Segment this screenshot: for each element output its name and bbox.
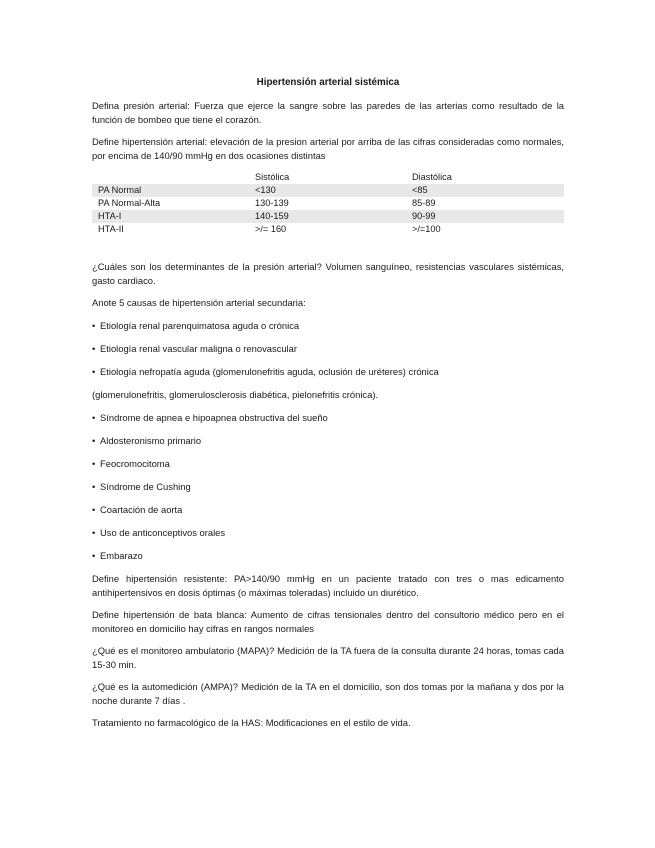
list-item: [92, 503, 564, 517]
table-cell: 140-159: [249, 210, 406, 223]
table-cell: 130-139: [249, 197, 406, 210]
list-item: [92, 342, 564, 356]
table-header-cell: Diastólica: [406, 171, 564, 184]
table-cell: 90-99: [406, 210, 564, 223]
list-note: (glomerulonefritis, glomerulosclerosis diabética, pielonefritis crónica).: [92, 389, 379, 400]
bullet-icon: •: [92, 458, 96, 469]
table-cell: HTA-II: [92, 223, 249, 236]
table-header-cell: [92, 171, 249, 184]
bullet-icon: •: [92, 481, 96, 492]
table-cell: >/=100: [406, 223, 564, 236]
list-item-text: Feocromocitoma: [100, 458, 170, 469]
list-item: [92, 434, 564, 448]
table-cell: <130: [249, 184, 406, 197]
document-title: Hipertensión arterial sistémica: [256, 77, 400, 88]
determinantes-paragraph: ¿Cuáles son los determinantes de la presión arterial? Volumen sanguíneo, resistencias vasculares sistémicas, gasto cardiaco.: [92, 261, 564, 286]
bullet-icon: •: [92, 550, 96, 561]
definition-presion: Defina presión arterial: Fuerza que ejerce la sangre sobre las paredes de las arterias como resultado de la función de bombeo que tiene el corazón.: [92, 100, 564, 125]
bullet-icon: •: [92, 343, 96, 354]
list-item: [92, 365, 564, 379]
bullet-icon: •: [92, 320, 96, 331]
causas-intro: Anote 5 causas de hipertensión arterial secundaria:: [92, 297, 306, 308]
table-header-cell: Sistólica: [249, 171, 406, 184]
table-cell: <85: [406, 184, 564, 197]
list-item-text: Etiología nefropatía aguda (glomerulonefritis aguda, oclusión de uréteres) crónica: [100, 366, 439, 377]
list-item: [92, 411, 564, 425]
bullet-icon: •: [92, 504, 96, 515]
table-row: [92, 223, 564, 236]
table-row: [92, 184, 564, 197]
list-item-text: Coartación de aorta: [100, 504, 183, 515]
table-cell: >/= 160: [249, 223, 406, 236]
bullet-icon: •: [92, 527, 96, 538]
list-item: [92, 549, 564, 563]
table-header-row: [92, 171, 564, 184]
table-cell: 85-89: [406, 197, 564, 210]
list-item: [92, 319, 564, 333]
table-row: [92, 210, 564, 223]
list-item: [92, 480, 564, 494]
list-item: [92, 457, 564, 471]
table-row: [92, 197, 564, 210]
list-item-text: Aldosteronismo primario: [100, 435, 202, 446]
bata-blanca-paragraph: Define hipertensión de bata blanca: Aumento de cifras tensionales dentro del consultorio médico pero en el monitoreo en domicilio hay cifras en rangos normales: [92, 609, 564, 634]
mapa-paragraph: ¿Qué es el monitoreo ambulatorio (MAPA)? Medición de la TA fuera de la consulta durante 24 horas, tomas cada 15-30 min.: [92, 645, 564, 670]
list-item-text: Uso de anticonceptivos orales: [100, 527, 226, 538]
list-item-text: Etiología renal parenquimatosa aguda o crónica: [100, 320, 300, 331]
list-item-text: Etiología renal vascular maligna o renovascular: [100, 343, 297, 354]
resistente-paragraph: Define hipertensión resistente: PA>140/90 mmHg en un paciente tratado con tres o mas edicamento antihipertensivos en dosis óptimas (o máximas toleradas) incluido un diurético.: [92, 573, 564, 598]
definition-hipertension: Define hipertensión arterial: elevación de la presion arterial por arriba de las cifras consideradas como normales, por encima de 140/90 mmHg en dos ocasiones distintas: [92, 136, 564, 161]
table-cell: PA Normal: [92, 184, 249, 197]
classification-table: [92, 171, 564, 236]
table-cell: HTA-I: [92, 210, 249, 223]
ampa-paragraph: ¿Qué es la automedición (AMPA)? Medición de la TA en el domicilio, son dos tomas por la mañana y dos por la noche durante 7 días .: [92, 681, 564, 706]
bullet-icon: •: [92, 412, 96, 423]
document-page: [92, 76, 564, 738]
bullet-icon: •: [92, 435, 96, 446]
table-cell: PA Normal-Alta: [92, 197, 249, 210]
bullet-icon: •: [92, 366, 96, 377]
list-item: [92, 526, 564, 540]
list-item-text: Síndrome de Cushing: [100, 481, 191, 492]
tratamiento-paragraph: Tratamiento no farmacológico de la HAS: Modificaciones en el estilo de vida.: [92, 717, 411, 728]
list-item-text: Embarazo: [100, 550, 143, 561]
list-item-text: Síndrome de apnea e hipoapnea obstructiva del sueño: [100, 412, 328, 423]
